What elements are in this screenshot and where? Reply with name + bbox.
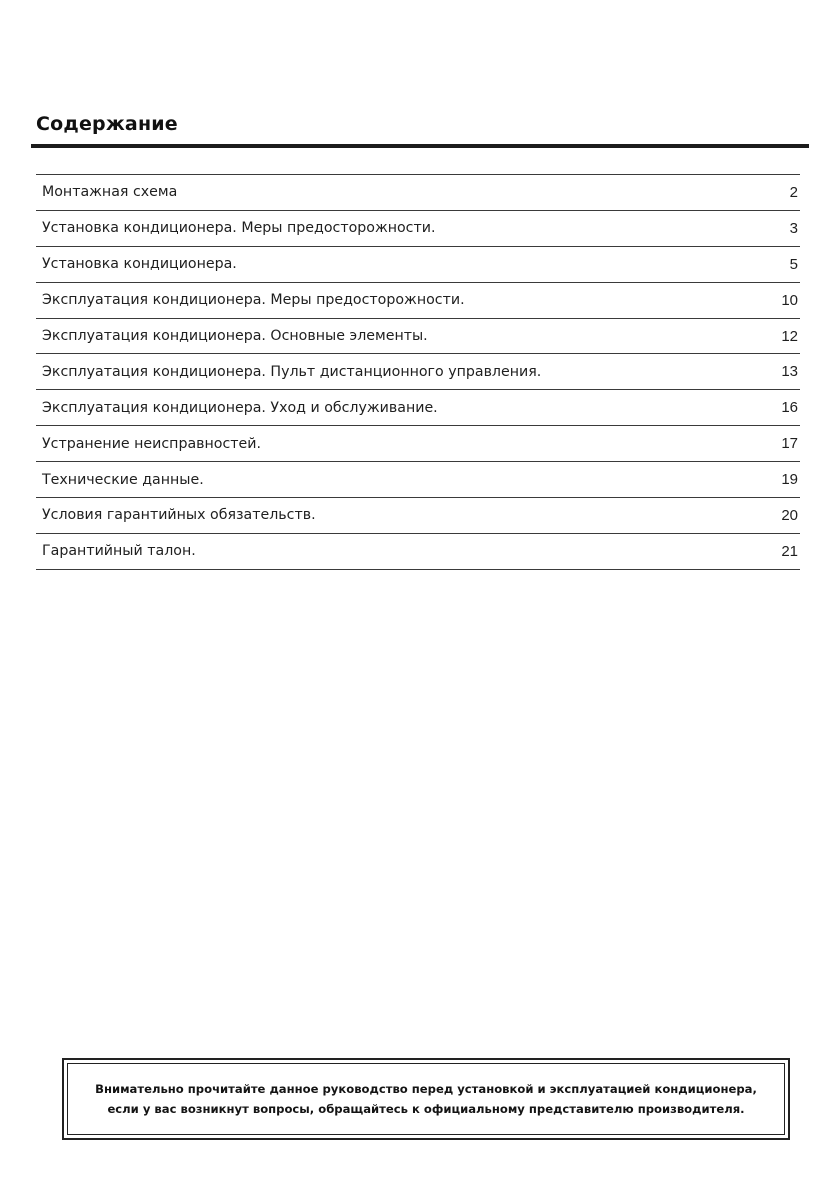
- toc-row[interactable]: [36, 534, 800, 570]
- toc-item-label: Устранение неисправностей.: [42, 435, 261, 452]
- title-divider: [31, 144, 809, 148]
- toc-item-label: Эксплуатация кондиционера. Меры предосторожности.: [42, 292, 465, 309]
- toc-item-label: Эксплуатация кондиционера. Основные элементы.: [42, 328, 428, 344]
- notice-line-1: Внимательно прочитайте данное руководство перед установкой и эксплуатацией кондиционера,: [95, 1082, 757, 1096]
- notice-line-2: если у вас возникнут вопросы, обращайтесь к официальному представителю производителя.: [107, 1102, 745, 1116]
- toc-item-page: 21: [781, 542, 798, 560]
- toc-row[interactable]: [36, 247, 800, 283]
- toc-item-label: Эксплуатация кондиционера. Уход и обслуживание.: [42, 399, 438, 416]
- toc-row[interactable]: [36, 390, 800, 426]
- notice-inner-frame: [67, 1063, 785, 1135]
- toc-row[interactable]: [36, 211, 800, 247]
- toc-item-page: 3: [789, 219, 798, 237]
- toc-item-page: 13: [781, 363, 798, 381]
- toc-item-page: 10: [781, 291, 798, 309]
- toc-item-label: Гарантийный талон.: [42, 543, 196, 560]
- page-title: Содержание: [36, 113, 178, 135]
- toc-row[interactable]: [36, 498, 800, 534]
- toc-item-page: 20: [781, 506, 798, 524]
- notice-box: [62, 1058, 790, 1140]
- toc-item-label: Установка кондиционера. Меры предосторожности.: [42, 220, 436, 237]
- toc-row[interactable]: [36, 354, 800, 390]
- toc-row[interactable]: [36, 426, 800, 462]
- toc-item-label: Установка кондиционера.: [42, 256, 237, 273]
- toc-item-label: Эксплуатация кондиционера. Пульт дистанционного управления.: [42, 363, 542, 380]
- toc-item-page: 2: [789, 183, 798, 201]
- toc-item-page: 12: [781, 327, 798, 345]
- toc-item-label: Монтажная схема: [42, 184, 178, 201]
- toc-item-label: Технические данные.: [42, 471, 204, 488]
- toc-row[interactable]: [36, 175, 800, 211]
- toc-row[interactable]: [36, 283, 800, 319]
- toc-item-page: 17: [781, 435, 798, 453]
- toc-item-page: 16: [781, 399, 798, 417]
- toc-item-page: 5: [789, 255, 798, 273]
- toc-item-label: Условия гарантийных обязательств.: [42, 507, 316, 524]
- toc-row[interactable]: [36, 462, 800, 498]
- table-of-contents: [36, 174, 800, 570]
- toc-item-page: 19: [781, 471, 798, 489]
- toc-row[interactable]: [36, 319, 800, 355]
